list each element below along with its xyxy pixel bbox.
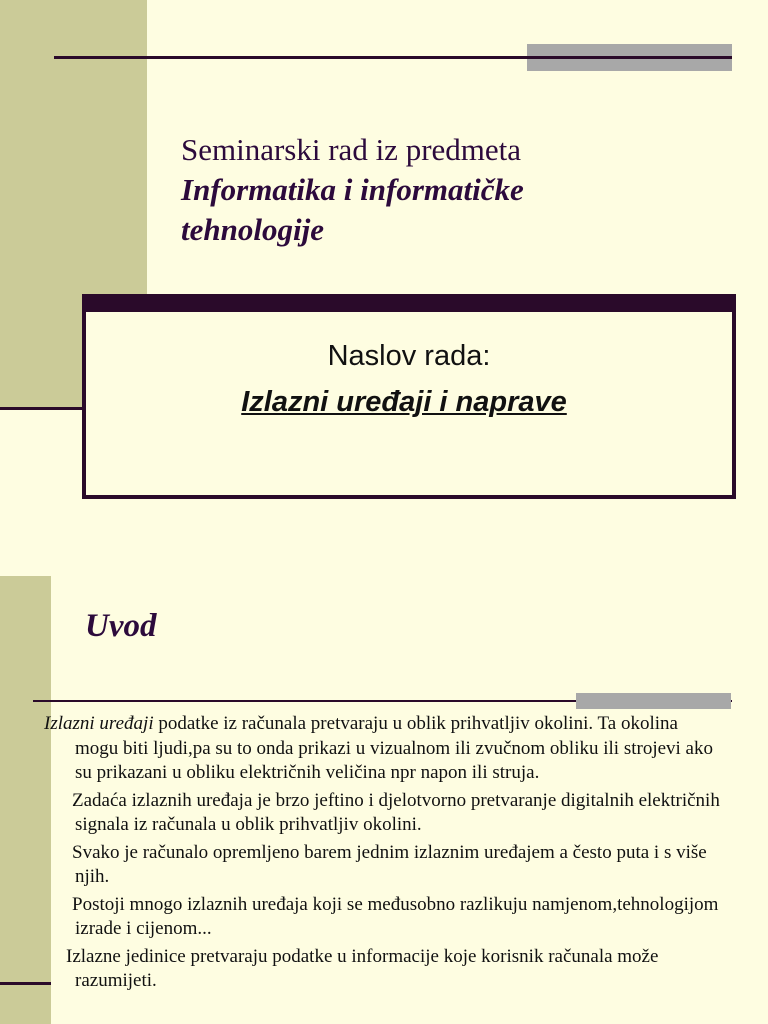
slide2-gray-bar [576, 693, 731, 709]
paragraph [44, 712, 724, 786]
course-name-line2: tehnologije [181, 212, 324, 247]
slide1-subtitle [181, 130, 741, 250]
paragraph-text: podatke iz računala pretvaraju u oblik prihvatljiv okolini. Ta okolina mogu biti ljudi,pa su to onda prikazi u vizualnom ili zvučnom obliku ili strojevi ako su prikazani u obliku električnih veličina npr napon ili struja. [75, 713, 713, 783]
paragraph-emphasis: Izlazni uređaji [44, 713, 154, 734]
paper-title: Izlazni uređaji i naprave [241, 386, 567, 418]
section-heading: Uvod [85, 608, 157, 644]
course-name-line1: Informatika i informatičke [181, 172, 524, 207]
slide1-top-divider [54, 56, 732, 59]
paragraph: Svako je računalo opremljeno barem jednim izlaznim uređajem a često puta i s više njih. [72, 841, 707, 887]
subtitle-line: Seminarski rad iz predmeta [181, 132, 522, 167]
paragraph: Izlazne jedinice pretvaraju podatke u informacije koje korisnik računala može razumijeti. [66, 945, 659, 991]
title-label: Naslov rada: [327, 340, 491, 372]
intro-body [44, 712, 724, 997]
paragraph: Postoji mnogo izlaznih uređaja koji se međusobno razlikuju namjenom,tehnologijom izrade i cijenom... [72, 893, 719, 939]
paragraph: Zadaća izlaznih uređaja je brzo jeftino i djelotvorno pretvaranje digitalnih električnih signala iz računala u oblik prihvatljiv okolini. [72, 789, 720, 835]
slide1-side-divider [0, 407, 86, 410]
